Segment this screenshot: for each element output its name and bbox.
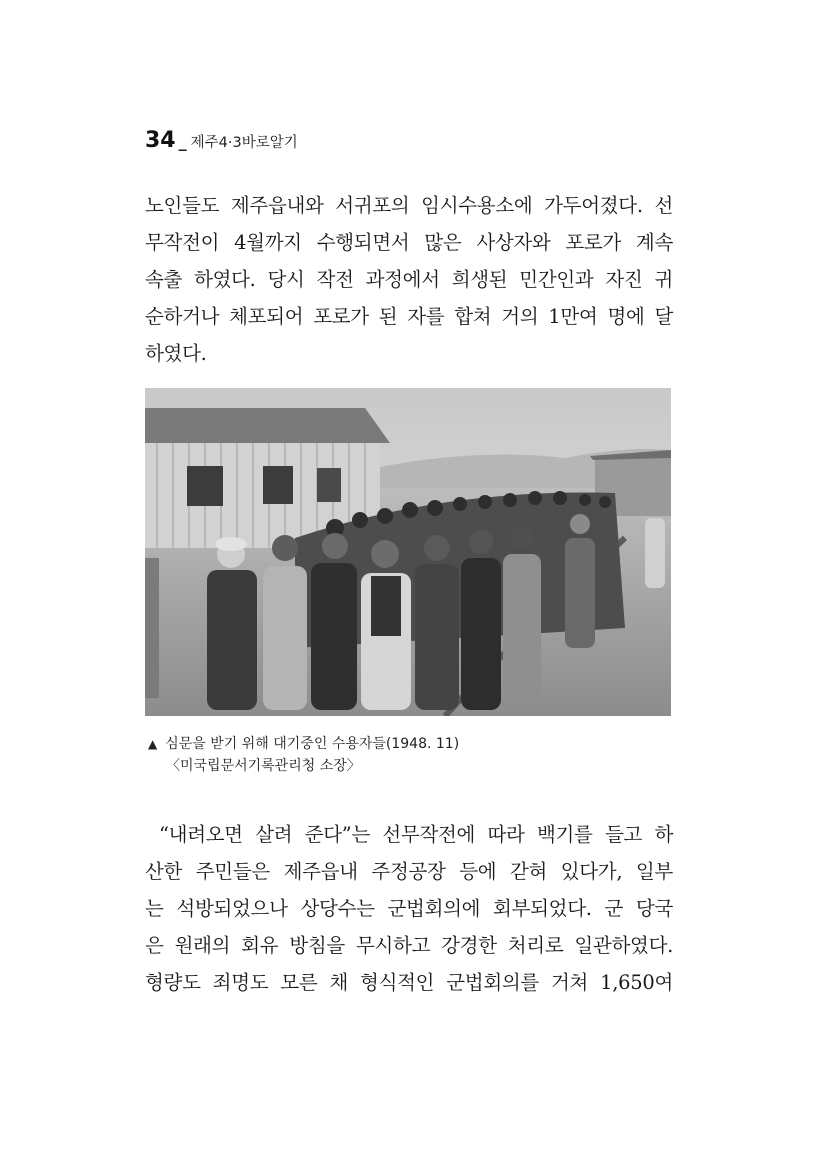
paragraph-line: 은 원래의 회유 방침을 무시하고 강경한 처리로 일관하였다.	[145, 934, 673, 957]
paragraph-1	[145, 187, 673, 372]
page-number: 34	[145, 128, 176, 153]
header-separator: _	[178, 132, 187, 151]
paragraph-line: 는 석방되었으나 상당수는 군법회의에 회부되었다. 군 당국	[145, 897, 673, 920]
paragraph-line: 노인들도 제주읍내와 서귀포의 임시수용소에 가두어졌다. 선	[145, 194, 673, 217]
historical-photo	[145, 388, 671, 716]
paragraph-line: 산한 주민들은 제주읍내 주정공장 등에 갇혀 있다가, 일부	[145, 860, 673, 883]
caption-text: 심문을 받기 위해 대기중인 수용자들(1948. 11)	[165, 736, 460, 752]
photo-illustration	[145, 388, 671, 716]
paragraph-2	[145, 816, 673, 1001]
paragraph-line: 형량도 죄명도 모른 채 형식적인 군법회의를 거쳐 1,650여	[145, 971, 673, 994]
paragraph-line: 순하거나 체포되어 포로가 된 자를 합쳐 거의 1만여 명에 달	[145, 305, 673, 328]
paragraph-line: “내려오면 살려 준다”는 선무작전에 따라 백기를 들고 하	[159, 823, 673, 846]
photo-caption	[148, 733, 459, 777]
paragraph-line: 속출 하였다. 당시 작전 과정에서 희생된 민간인과 자진 귀	[145, 268, 673, 291]
book-title: 제주4·3바로알기	[190, 135, 298, 151]
caption-source: 〈미국립문서기록관리청 소장〉	[166, 758, 361, 774]
paragraph-line: 하였다.	[145, 342, 207, 365]
running-header	[145, 128, 298, 153]
paragraph-line: 무작전이 4월까지 수행되면서 많은 사상자와 포로가 계속	[145, 231, 673, 254]
caption-triangle-icon: ▲	[148, 737, 158, 751]
